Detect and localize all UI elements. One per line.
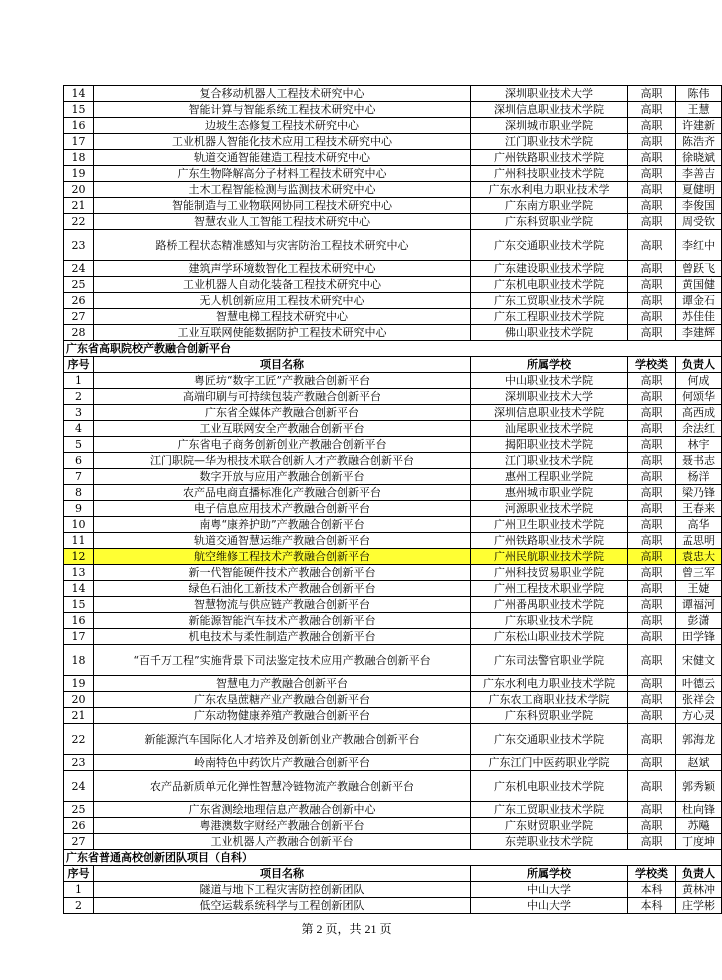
cell-school: 深圳职业技术大学 <box>471 86 628 102</box>
cell-project-name: 智慧物流与供应链产教融合创新平台 <box>94 597 471 613</box>
cell-school: 广东工贸职业技术学院 <box>471 293 628 309</box>
cell-leader: 李俊国 <box>676 198 722 214</box>
cell-project-name: 数字开放与应用产教融合创新平台 <box>94 469 471 485</box>
cell-school-type: 高职 <box>628 373 676 389</box>
cell-school-type: 高职 <box>628 613 676 629</box>
cell-school-type: 高职 <box>628 755 676 771</box>
cell-school: 广州民航职业技术学院 <box>471 549 628 565</box>
cell-leader: 庄学彬 <box>676 898 722 914</box>
cell-project-name: 粤匠坊“数字工匠”产教融合创新平台 <box>94 373 471 389</box>
cell-school-type: 高职 <box>628 230 676 261</box>
cell-school: 揭阳职业技术学院 <box>471 437 628 453</box>
table-row <box>64 485 722 501</box>
cell-leader: 方心灵 <box>676 708 722 724</box>
table-row <box>64 708 722 724</box>
cell-project-name: 轨道交通智慧运维产教融合创新平台 <box>94 533 471 549</box>
table-row <box>64 613 722 629</box>
cell-seq: 16 <box>64 613 94 629</box>
cell-school: 深圳信息职业技术学院 <box>471 405 628 421</box>
cell-school-type: 高职 <box>628 198 676 214</box>
cell-school: 佛山职业技术学院 <box>471 325 628 341</box>
cell-school: 江门职业技术学院 <box>471 453 628 469</box>
cell-seq: 2 <box>64 389 94 405</box>
cell-school: 广东机电职业技术学院 <box>471 277 628 293</box>
cell-school-type: 高职 <box>628 501 676 517</box>
cell-school: 惠州工程职业学院 <box>471 469 628 485</box>
cell-school-type: 高职 <box>628 818 676 834</box>
table-row <box>64 898 722 914</box>
cell-leader: 曾跃飞 <box>676 261 722 277</box>
cell-leader: 曾三军 <box>676 565 722 581</box>
cell-project-name: 智慧电力产教融合创新平台 <box>94 676 471 692</box>
cell-leader: 许建新 <box>676 118 722 134</box>
cell-seq: 26 <box>64 293 94 309</box>
cell-school-type: 高职 <box>628 166 676 182</box>
cell-school: 广东工贸职业技术学院 <box>471 802 628 818</box>
cell-leader: 王春来 <box>676 501 722 517</box>
cell-seq: 22 <box>64 724 94 755</box>
cell-leader: 宋健文 <box>676 645 722 676</box>
column-header: 所属学校 <box>471 866 628 882</box>
cell-school: 深圳城市职业学院 <box>471 118 628 134</box>
cell-project-name: 低空运载系统科学与工程创新团队 <box>94 898 471 914</box>
cell-leader: 高西成 <box>676 405 722 421</box>
table-row <box>64 373 722 389</box>
table-row <box>64 261 722 277</box>
cell-leader: 郭秀颖 <box>676 771 722 802</box>
cell-school-type: 高职 <box>628 517 676 533</box>
cell-school: 广东水利电力职业技术学院 <box>471 676 628 692</box>
cell-project-name: 新一代智能硬件技术产教融合创新平台 <box>94 565 471 581</box>
cell-seq: 14 <box>64 581 94 597</box>
cell-seq: 25 <box>64 802 94 818</box>
column-header: 序号 <box>64 866 94 882</box>
cell-project-name: “百千万工程”实施背景下司法鉴定技术应用产教融合创新平台 <box>94 645 471 676</box>
cell-project-name: 复合移动机器人工程技术研究中心 <box>94 86 471 102</box>
table-row <box>64 309 722 325</box>
cell-leader: 杜向锋 <box>676 802 722 818</box>
cell-project-name: 机电技术与柔性制造产教融合创新平台 <box>94 629 471 645</box>
cell-school: 中山大学 <box>471 898 628 914</box>
cell-leader: 何颂华 <box>676 389 722 405</box>
cell-leader: 苏飚 <box>676 818 722 834</box>
cell-school: 广东水利电力职业技术学 <box>471 182 628 198</box>
cell-school: 广东南方职业学院 <box>471 198 628 214</box>
cell-project-name: 智能制造与工业物联网协同工程技术研究中心 <box>94 198 471 214</box>
cell-project-name: 高端印刷与可持续包装产教融合创新平台 <box>94 389 471 405</box>
cell-seq: 15 <box>64 102 94 118</box>
cell-seq: 1 <box>64 373 94 389</box>
column-header: 负责人 <box>676 357 722 373</box>
cell-school-type: 高职 <box>628 261 676 277</box>
column-header: 学校类 <box>628 357 676 373</box>
cell-project-name: 广东省测绘地理信息产教融合创新中心 <box>94 802 471 818</box>
cell-school-type: 高职 <box>628 453 676 469</box>
cell-seq: 20 <box>64 182 94 198</box>
cell-project-name: 广东动物健康养殖产教融合创新平台 <box>94 708 471 724</box>
cell-school: 广东科贸职业学院 <box>471 214 628 230</box>
cell-project-name: 无人机创新应用工程技术研究中心 <box>94 293 471 309</box>
cell-school: 广东机电职业技术学院 <box>471 771 628 802</box>
cell-project-name: 江门职院—华为根技术联合创新人才产教融合创新平台 <box>94 453 471 469</box>
cell-seq: 25 <box>64 277 94 293</box>
cell-seq: 22 <box>64 214 94 230</box>
table-row <box>64 293 722 309</box>
cell-school-type: 高职 <box>628 118 676 134</box>
cell-leader: 谭金石 <box>676 293 722 309</box>
cell-school: 广州科技贸易职业学院 <box>471 565 628 581</box>
table-row <box>64 389 722 405</box>
cell-school-type: 高职 <box>628 724 676 755</box>
table-row <box>64 102 722 118</box>
table-row <box>64 86 722 102</box>
cell-school-type: 高职 <box>628 834 676 850</box>
cell-project-name: 路桥工程状态精准感知与灾害防治工程技术研究中心 <box>94 230 471 261</box>
table-row <box>64 517 722 533</box>
cell-school-type: 高职 <box>628 645 676 676</box>
table-row <box>64 405 722 421</box>
table-row <box>64 581 722 597</box>
cell-project-name: 农产品电商直播标准化产教融合创新平台 <box>94 485 471 501</box>
cell-seq: 17 <box>64 134 94 150</box>
cell-school-type: 高职 <box>628 86 676 102</box>
cell-school-type: 高职 <box>628 597 676 613</box>
cell-school-type: 高职 <box>628 802 676 818</box>
cell-school-type: 本科 <box>628 898 676 914</box>
cell-seq: 21 <box>64 708 94 724</box>
cell-seq: 16 <box>64 118 94 134</box>
cell-project-name: 南粤“康养护助”产教融合创新平台 <box>94 517 471 533</box>
cell-project-name: 电子信息应用技术产教融合创新平台 <box>94 501 471 517</box>
cell-project-name: 工业机器人产教融合创新平台 <box>94 834 471 850</box>
cell-seq: 28 <box>64 325 94 341</box>
cell-leader: 王慧 <box>676 102 722 118</box>
table-row <box>64 166 722 182</box>
cell-project-name: 广东生物降解高分子材料工程技术研究中心 <box>94 166 471 182</box>
cell-school: 广州铁路职业技术学院 <box>471 533 628 549</box>
cell-school: 河源职业技术学院 <box>471 501 628 517</box>
table-row <box>64 134 722 150</box>
cell-project-name: 新能源汽车国际化人才培养及创新创业产教融合创新平台 <box>94 724 471 755</box>
cell-leader: 赵斌 <box>676 755 722 771</box>
table-row <box>64 802 722 818</box>
cell-seq: 9 <box>64 501 94 517</box>
table-row <box>64 277 722 293</box>
cell-leader: 张祥会 <box>676 692 722 708</box>
page-footer: 第 2 页，共 21 页 <box>301 922 392 936</box>
cell-seq: 8 <box>64 485 94 501</box>
cell-school-type: 高职 <box>628 309 676 325</box>
project-list-table <box>63 85 722 914</box>
table-row <box>64 325 722 341</box>
cell-seq: 19 <box>64 166 94 182</box>
table-row <box>64 453 722 469</box>
cell-leader: 聂书志 <box>676 453 722 469</box>
cell-leader: 田学锋 <box>676 629 722 645</box>
table-row <box>64 755 722 771</box>
cell-school-type: 高职 <box>628 293 676 309</box>
cell-seq: 2 <box>64 898 94 914</box>
cell-school-type: 高职 <box>628 134 676 150</box>
cell-school-type: 高职 <box>628 581 676 597</box>
cell-leader: 苏佳佳 <box>676 309 722 325</box>
cell-school-type: 高职 <box>628 485 676 501</box>
cell-project-name: 新能源智能汽车技术产教融合创新平台 <box>94 613 471 629</box>
cell-school-type: 高职 <box>628 405 676 421</box>
table-header-row <box>64 866 722 882</box>
table-row <box>64 724 722 755</box>
cell-leader: 黄国健 <box>676 277 722 293</box>
table-row <box>64 437 722 453</box>
cell-school: 中山职业技术学院 <box>471 373 628 389</box>
cell-school-type: 高职 <box>628 629 676 645</box>
table-row <box>64 692 722 708</box>
cell-leader: 林宇 <box>676 437 722 453</box>
cell-seq: 21 <box>64 198 94 214</box>
table-row <box>64 771 722 802</box>
table-row <box>64 198 722 214</box>
cell-project-name: 边坡生态修复工程技术研究中心 <box>94 118 471 134</box>
cell-school: 广东江门中医药职业学院 <box>471 755 628 771</box>
cell-school: 广州工程技术职业学院 <box>471 581 628 597</box>
cell-project-name: 智慧电梯工程技术研究中心 <box>94 309 471 325</box>
column-header: 项目名称 <box>94 866 471 882</box>
cell-leader: 高华 <box>676 517 722 533</box>
section-title: 广东省高职院校产教融合创新平台 <box>64 341 722 357</box>
cell-school-type: 高职 <box>628 533 676 549</box>
cell-project-name: 粤港澳数字财经产教融合创新平台 <box>94 818 471 834</box>
cell-seq: 7 <box>64 469 94 485</box>
cell-project-name: 航空维修工程技术产教融合创新平台 <box>94 549 471 565</box>
cell-school-type: 高职 <box>628 469 676 485</box>
table-row <box>64 818 722 834</box>
cell-project-name: 智能计算与智能系统工程技术研究中心 <box>94 102 471 118</box>
cell-leader: 黄林冲 <box>676 882 722 898</box>
cell-leader: 李建辉 <box>676 325 722 341</box>
cell-leader: 徐晓斌 <box>676 150 722 166</box>
cell-school-type: 高职 <box>628 150 676 166</box>
cell-project-name: 农产品新质单元化弹性智慧冷链物流产教融合创新平台 <box>94 771 471 802</box>
cell-leader: 郭海龙 <box>676 724 722 755</box>
cell-project-name: 广东省电子商务创新创业产教融合创新平台 <box>94 437 471 453</box>
cell-project-name: 工业机器人自动化装备工程技术研究中心 <box>94 277 471 293</box>
cell-school: 广州铁路职业技术学院 <box>471 150 628 166</box>
cell-school: 广东建设职业技术学院 <box>471 261 628 277</box>
cell-school: 东莞职业技术学院 <box>471 834 628 850</box>
cell-school: 惠州城市职业学院 <box>471 485 628 501</box>
cell-leader: 余法红 <box>676 421 722 437</box>
column-header: 学校类 <box>628 866 676 882</box>
cell-school: 广东松山职业技术学院 <box>471 629 628 645</box>
table-row <box>64 469 722 485</box>
table-row <box>64 645 722 676</box>
cell-leader: 周受钦 <box>676 214 722 230</box>
cell-seq: 17 <box>64 629 94 645</box>
section-title: 广东省普通高校创新团队项目（自科） <box>64 850 722 866</box>
cell-school: 中山大学 <box>471 882 628 898</box>
table-row <box>64 182 722 198</box>
cell-school-type: 高职 <box>628 277 676 293</box>
cell-seq: 6 <box>64 453 94 469</box>
cell-seq: 13 <box>64 565 94 581</box>
cell-school-type: 高职 <box>628 549 676 565</box>
cell-school: 广州卫生职业技术学院 <box>471 517 628 533</box>
cell-school-type: 高职 <box>628 676 676 692</box>
cell-seq: 12 <box>64 549 94 565</box>
table-row <box>64 882 722 898</box>
cell-school-type: 高职 <box>628 692 676 708</box>
cell-leader: 梁乃锋 <box>676 485 722 501</box>
cell-seq: 1 <box>64 882 94 898</box>
cell-school: 广东司法警官职业学院 <box>471 645 628 676</box>
cell-leader: 陈伟 <box>676 86 722 102</box>
table-row <box>64 629 722 645</box>
cell-seq: 4 <box>64 421 94 437</box>
cell-project-name: 绿色石油化工新技术产教融合创新平台 <box>94 581 471 597</box>
table-row <box>64 834 722 850</box>
column-header: 项目名称 <box>94 357 471 373</box>
cell-project-name: 隧道与地下工程灾害防控创新团队 <box>94 882 471 898</box>
cell-leader: 丁度坤 <box>676 834 722 850</box>
cell-school-type: 本科 <box>628 882 676 898</box>
cell-leader: 何成 <box>676 373 722 389</box>
cell-leader: 陈浩齐 <box>676 134 722 150</box>
cell-school: 广州科技职业技术学院 <box>471 166 628 182</box>
cell-school-type: 高职 <box>628 708 676 724</box>
cell-project-name: 轨道交通智能建造工程技术研究中心 <box>94 150 471 166</box>
cell-leader: 谭福河 <box>676 597 722 613</box>
cell-school: 深圳职业技术大学 <box>471 389 628 405</box>
cell-project-name: 智慧农业人工智能工程技术研究中心 <box>94 214 471 230</box>
table-row <box>64 230 722 261</box>
section-title-row <box>64 341 722 357</box>
table-body <box>64 86 722 914</box>
cell-project-name: 工业互联网使能数据防护工程技术研究中心 <box>94 325 471 341</box>
cell-school-type: 高职 <box>628 421 676 437</box>
table-row <box>64 501 722 517</box>
cell-seq: 27 <box>64 309 94 325</box>
cell-school: 江门职业技术学院 <box>471 134 628 150</box>
cell-project-name: 工业互联网安全产教融合创新平台 <box>94 421 471 437</box>
cell-seq: 18 <box>64 645 94 676</box>
cell-school: 广东农工商职业技术学院 <box>471 692 628 708</box>
cell-leader: 李红中 <box>676 230 722 261</box>
table-row <box>64 597 722 613</box>
cell-leader: 王婕 <box>676 581 722 597</box>
cell-school-type: 高职 <box>628 182 676 198</box>
cell-school-type: 高职 <box>628 565 676 581</box>
cell-school-type: 高职 <box>628 771 676 802</box>
cell-school-type: 高职 <box>628 325 676 341</box>
cell-leader: 孟思明 <box>676 533 722 549</box>
cell-leader: 夏健明 <box>676 182 722 198</box>
cell-project-name: 广东省全媒体产教融合创新平台 <box>94 405 471 421</box>
cell-seq: 20 <box>64 692 94 708</box>
cell-seq: 11 <box>64 533 94 549</box>
cell-seq: 27 <box>64 834 94 850</box>
cell-leader: 叶德云 <box>676 676 722 692</box>
table-row <box>64 421 722 437</box>
cell-seq: 26 <box>64 818 94 834</box>
cell-school: 广东交通职业技术学院 <box>471 724 628 755</box>
cell-school: 广东交通职业技术学院 <box>471 230 628 261</box>
cell-project-name: 广东农垦蔗糖产业产教融合创新平台 <box>94 692 471 708</box>
column-header: 序号 <box>64 357 94 373</box>
cell-seq: 24 <box>64 771 94 802</box>
table-row <box>64 118 722 134</box>
cell-leader: 李善吉 <box>676 166 722 182</box>
cell-seq: 18 <box>64 150 94 166</box>
cell-leader: 彭潇 <box>676 613 722 629</box>
table-row <box>64 533 722 549</box>
cell-seq: 5 <box>64 437 94 453</box>
cell-seq: 23 <box>64 230 94 261</box>
table-row <box>64 565 722 581</box>
cell-school: 广东科贸职业学院 <box>471 708 628 724</box>
cell-seq: 24 <box>64 261 94 277</box>
column-header: 负责人 <box>676 866 722 882</box>
column-header: 所属学校 <box>471 357 628 373</box>
highlighted-table-row <box>64 549 722 565</box>
table-row <box>64 676 722 692</box>
cell-school: 广州番禺职业技术学院 <box>471 597 628 613</box>
cell-school: 广东职业技术学院 <box>471 613 628 629</box>
cell-seq: 3 <box>64 405 94 421</box>
table-header-row <box>64 357 722 373</box>
cell-leader: 杨洋 <box>676 469 722 485</box>
cell-project-name: 岭南特色中药饮片产教融合创新平台 <box>94 755 471 771</box>
cell-seq: 10 <box>64 517 94 533</box>
cell-school-type: 高职 <box>628 389 676 405</box>
table-row <box>64 150 722 166</box>
cell-seq: 23 <box>64 755 94 771</box>
cell-school-type: 高职 <box>628 102 676 118</box>
cell-project-name: 工业机器人智能化技术应用工程技术研究中心 <box>94 134 471 150</box>
cell-project-name: 建筑声学环境数智化工程技术研究中心 <box>94 261 471 277</box>
cell-seq: 15 <box>64 597 94 613</box>
cell-project-name: 土木工程智能检测与监测技术研究中心 <box>94 182 471 198</box>
cell-seq: 14 <box>64 86 94 102</box>
cell-school: 深圳信息职业技术学院 <box>471 102 628 118</box>
cell-school: 广东财贸职业学院 <box>471 818 628 834</box>
cell-school: 汕尾职业技术学院 <box>471 421 628 437</box>
cell-school: 广东工程职业技术学院 <box>471 309 628 325</box>
cell-leader: 袁忠大 <box>676 549 722 565</box>
table-row <box>64 214 722 230</box>
section-title-row <box>64 850 722 866</box>
cell-seq: 19 <box>64 676 94 692</box>
cell-school-type: 高职 <box>628 214 676 230</box>
cell-school-type: 高职 <box>628 437 676 453</box>
